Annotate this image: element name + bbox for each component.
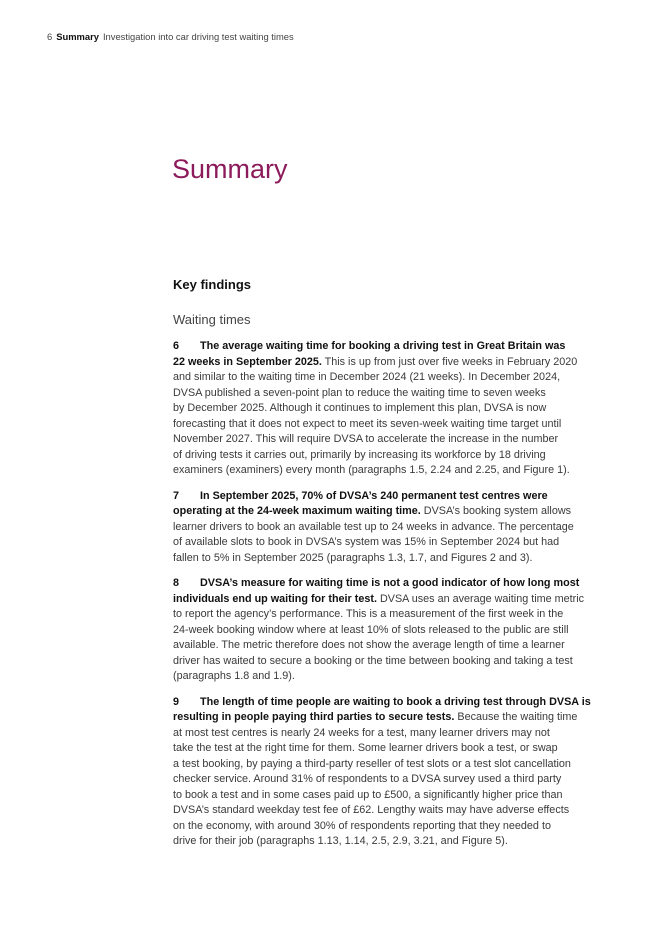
key-finding-lead: 22 weeks in September 2025. xyxy=(173,355,322,368)
text-line xyxy=(173,432,623,448)
page-title: Summary xyxy=(172,154,288,184)
text-line xyxy=(173,489,623,505)
text-line xyxy=(173,654,623,670)
body-text: (paragraphs 1.8 and 1.9). xyxy=(173,670,295,682)
text-line xyxy=(173,772,623,788)
body-text: of driving tests it carries out, primarily by increasing its workforce by 18 driving xyxy=(173,448,546,461)
text-line xyxy=(173,757,623,773)
body-text: DVSA uses an average waiting time metric xyxy=(376,592,585,605)
key-finding-lead: The average waiting time for booking a driving test in Great Britain was xyxy=(200,340,566,352)
text-line xyxy=(173,819,623,835)
key-finding-lead: resulting in people paying third parties to secure tests. xyxy=(173,711,455,723)
text-line xyxy=(173,551,623,567)
waiting-times-subheading: Waiting times xyxy=(173,312,251,327)
body-text: by December 2025. Although it continues to implement this plan, DVSA is now xyxy=(173,402,547,414)
text-line xyxy=(173,339,623,355)
text-line xyxy=(173,504,623,520)
text-line xyxy=(173,463,623,479)
body-text: available. The metric therefore does not show the average length of time a learner xyxy=(173,639,565,651)
text-line xyxy=(173,535,623,551)
body-text: on the economy, with around 30% of respondents reporting that they needed to xyxy=(173,819,551,832)
text-line xyxy=(173,695,623,711)
paragraph-number: 7 xyxy=(173,489,180,502)
body-text: fallen to 5% in September 2025 (paragraphs 1.3, 1.7, and Figures 2 and 3). xyxy=(173,551,533,564)
text-line xyxy=(173,448,623,464)
key-finding-lead: DVSA’s measure for waiting time is not a good indicator of how long most xyxy=(200,577,580,589)
body-text: of available slots to book in DVSA’s system was 15% in September 2024 but had xyxy=(173,536,560,548)
page-number: 6 xyxy=(47,31,53,42)
text-line xyxy=(173,370,623,386)
text-line xyxy=(173,638,623,654)
body-text: drive for their job (paragraphs 1.13, 1.14, 2.5, 2.9, 3.21, and Figure 5). xyxy=(173,835,508,847)
body-text: to book a test and in some cases paid up to £500, a significantly higher price than xyxy=(173,788,563,801)
document-title: Investigation into car driving test waiting times xyxy=(102,31,294,42)
text-line xyxy=(173,834,623,850)
body-text: at most test centres is nearly 24 weeks for a test, many learner drivers may not xyxy=(173,726,550,739)
body-text: DVSA’s standard weekday test fee of £62. Lengthy waits may have adverse effects xyxy=(173,804,570,816)
text-line xyxy=(173,401,623,417)
key-findings-paragraphs xyxy=(173,339,623,860)
text-line xyxy=(173,576,623,592)
body-text: learner drivers to book an available test up to 24 weeks in advance. The percentage xyxy=(173,520,574,533)
paragraph-number: 9 xyxy=(173,695,180,708)
body-text: to report the agency’s performance. This is a measurement of the first week in the xyxy=(173,608,564,620)
paragraph-9 xyxy=(173,695,623,850)
text-line xyxy=(173,669,623,685)
section-name: Summary xyxy=(56,31,99,42)
text-line xyxy=(173,520,623,536)
body-text: a test booking, by paying a third-party reseller of test slots or a test slot cancellation xyxy=(173,757,571,770)
running-header xyxy=(47,31,294,42)
paragraph-number: 8 xyxy=(173,577,180,589)
text-line xyxy=(173,741,623,757)
body-text: DVSA published a seven-point plan to reduce the waiting time to seven weeks xyxy=(173,386,546,399)
key-findings-heading: Key findings xyxy=(173,277,252,292)
body-text: and similar to the waiting time in December 2024 (21 weeks). In December 2024, xyxy=(173,371,561,383)
text-line xyxy=(173,726,623,742)
key-finding-lead: The length of time people are waiting to book a driving test through DVSA is xyxy=(200,695,591,708)
text-line xyxy=(173,788,623,804)
text-line xyxy=(173,386,623,402)
body-text: examiners (examiners) every month (paragraphs 1.5, 2.24 and 2.25, and Figure 1). xyxy=(173,464,570,476)
body-text: November 2027. This will require DVSA to accelerate the increase in the number xyxy=(173,433,559,445)
text-line xyxy=(173,592,623,608)
text-line xyxy=(173,355,623,371)
body-text: This is up from just over five weeks in February 2020 xyxy=(321,355,578,368)
key-finding-lead: operating at the 24-week maximum waiting time. xyxy=(173,505,421,517)
text-line xyxy=(173,710,623,726)
paragraph-7 xyxy=(173,489,623,567)
body-text: 24-week booking window where at least 10% of slots released to the public are still xyxy=(173,623,569,636)
body-text: take the test at the right time for them. Some learner drivers book a test, or swap xyxy=(173,742,558,754)
body-text: driver has waited to secure a booking or the time between booking and taking a test xyxy=(173,654,573,667)
key-finding-lead: In September 2025, 70% of DVSA’s 240 permanent test centres were xyxy=(200,489,548,502)
text-line xyxy=(173,623,623,639)
body-text: Because the waiting time xyxy=(454,711,578,723)
paragraph-6 xyxy=(173,339,623,479)
body-text: forecasting that it does not expect to meet its seven-week waiting time target until xyxy=(173,417,562,430)
text-line xyxy=(173,803,623,819)
paragraph-number: 6 xyxy=(173,340,180,352)
key-finding-lead: individuals end up waiting for their test. xyxy=(173,592,377,605)
text-line xyxy=(173,607,623,623)
body-text: DVSA’s booking system allows xyxy=(420,505,572,517)
text-line xyxy=(173,417,623,433)
paragraph-8 xyxy=(173,576,623,685)
body-text: checker service. Around 31% of respondents to a DVSA survey used a third party xyxy=(173,773,562,785)
